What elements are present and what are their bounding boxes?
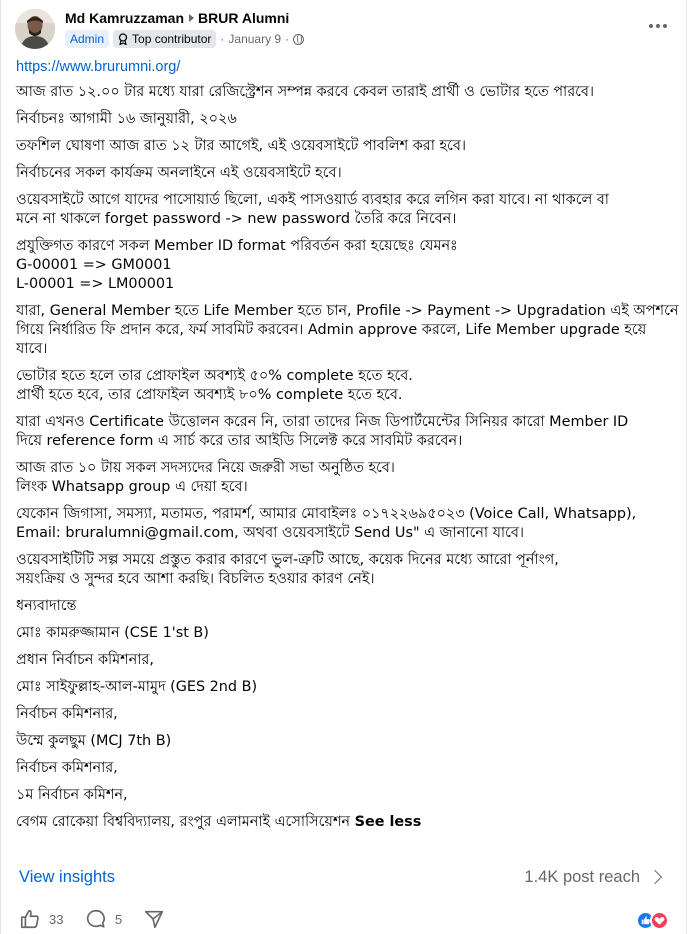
post-text-line: নির্বাচন কমিশনার, [16,760,118,776]
post-text-line: আজ রাত ১২.০০ টার মধ্যে যারা রেজিস্ট্রেশন সম্পন্ন করবে কেবল তারাই প্রার্থী ও ভোটার হতে পারবে। [16,84,595,100]
post-paragraph [16,786,678,805]
post-text-line: নির্বাচনের সকল কার্যক্রম অনলাইনে এই ওয়েবসাইটে হবে। [16,165,342,181]
comment-icon [85,908,107,930]
like-button[interactable] [19,908,63,930]
post-paragraph [16,759,678,778]
post-paragraph [16,367,678,405]
post-text-line: যাবে। [16,341,48,357]
post-text-line: সয়ংক্রিয় ও সুন্দর হবে আশা করছি। বিচলিত হওয়ার কারণ নেই। [16,571,375,587]
post-text-line: মোঃ সাইফুল্লাহ-আল-মামুদ (GES 2nd B) [16,679,258,695]
love-reaction-icon [650,911,669,930]
meta-dot: · [285,32,290,46]
action-bar [1,906,687,934]
top-contributor-label: Top contributor [132,32,212,46]
post-paragraph [16,110,678,129]
post-header [15,9,676,53]
post-reach[interactable]: 1.4K post reach [524,868,640,886]
post-paragraph [16,597,678,616]
post-text-line: মনে না থাকলে forget password -> new password তৈরি করে নিবেন। [16,211,457,227]
post-paragraph [16,413,678,451]
caret-right-icon [189,14,194,22]
post-paragraph [16,237,678,294]
post-paragraph [16,651,678,670]
post-text-line: মোঃ কামরুজ্জামান (CSE 1'st B) [16,625,209,641]
post-paragraph [16,164,678,183]
meta-dot: · [220,32,225,46]
share-icon [143,908,165,930]
post-link[interactable]: https://www.brurumni.org/ [16,59,181,75]
post-text-line: যারা এখনও Certificate উত্তোলন করেন নি, তারা তাদের নিজ ডিপার্টমেন্টের সিনিয়র কারো Member ID [16,414,629,430]
post-text-line: নির্বাচন কমিশনার, [16,706,118,722]
post-paragraph [16,505,678,543]
post-text-line: গিয়ে নির্ধারিত ফি প্রদান করে, ফর্ম সাবমিট করবেন। Admin approve করলে, Life Member upgrade হয়ে [16,322,647,338]
post-paragraph [16,624,678,643]
like-count: 33 [49,911,64,927]
post-text-line: প্রধান নির্বাচন কমিশনার, [16,652,154,668]
reaction-summary[interactable] [636,911,670,931]
post-text-line: উম্মে কুলছুম (MCJ 7th B) [16,733,172,749]
post-text-line: প্রার্থী হতে হবে, তার প্রোফাইল অবশ্যই ৮০% complete হতে হবে. [16,387,403,403]
post-text-line: ১ম নির্বাচন কমিশন, [16,787,128,803]
author-name[interactable]: Md Kamruzzaman [65,10,185,26]
comment-button[interactable] [85,908,122,930]
dot-icon [663,24,667,28]
see-less-link[interactable]: See less [354,814,422,830]
post-text-line: Email: bruralumni@gmail.com, অথবা ওয়েবসাইটে Send Us" এ জানানো যাবে। [16,525,524,541]
post-paragraphs [16,83,678,805]
post-paragraph [16,137,678,156]
post-text-line: তফশিল ঘোষণা আজ রাত ১২ টার আগেই, এই ওয়েবসাইটে পাবলিশ করা হবে। [16,138,466,154]
author-meta [65,30,304,48]
group-name[interactable]: BRUR Alumni [198,10,290,26]
post-paragraph [16,191,678,229]
more-options-button[interactable] [646,16,670,36]
globe-icon [293,34,304,45]
admin-badge: Admin [65,30,109,48]
dot-icon [656,24,660,28]
chevron-right-icon[interactable] [648,870,662,884]
top-contributor-badge [113,30,216,48]
insights-bar [1,862,687,896]
post-paragraph [16,732,678,751]
post-text-line: দিয়ে reference form এ সার্চ করে তার আইডি সিলেক্ট করে সাবমিট করবেন। [16,433,463,449]
author-line [65,10,289,26]
last-line-text: বেগম রোকেয়া বিশ্ববিদ্যালয়, রংপুর এলামনাই এসোসিয়েশন [16,814,350,830]
post-text-line: ওয়েবসাইটিটি সল্প সময়ে প্রস্তুত করার কারণে ভুল-ত্রুটি আছে, কয়েক দিনের মধ্যে আরো পূর্নাংগ, [16,552,559,568]
author-avatar[interactable] [15,9,55,49]
comment-count: 5 [115,911,123,927]
post-text-line: লিংক Whatsapp group এ দেয়া হবে। [16,479,248,495]
post-text-line: যারা, General Member হতে Life Member হতে চান, Profile -> Payment -> Upgradation এই অপশনে [16,303,679,319]
thumbs-up-icon [19,908,41,930]
post-text-line: L-00001 => LM00001 [16,276,175,292]
post-text-line: নির্বাচনঃ আগামী ১৬ জানুয়ারী, ২০২৬ [16,111,237,127]
post-text-line: ওয়েবসাইটে আগে যাদের পাসোয়ার্ড ছিলো, একই পাসওয়ার্ড ব্যবহার করে লগিন করা যাবে। না থাকলে বা [16,192,609,208]
post-paragraph [16,83,678,102]
post-paragraph [16,678,678,697]
share-button[interactable] [143,908,165,930]
post-text-line: যেকোন জিগাসা, সমস্যা, মতামত, পরামর্শ, আমার মোবাইলঃ ০১৭২২৬৯৫০২৩ (Voice Call, Whatsapp), [16,506,637,522]
post-text-line: প্রযুক্তিগত কারণে সকল Member ID format পরিবর্তন করা হয়েছেঃ যেমনঃ [16,238,458,254]
post-text-line: আজ রাত ১০ টায় সকল সদস্যদের নিয়ে জরুরী সভা অনুষ্ঠিত হবে। [16,460,395,476]
post-body [16,58,678,832]
post-text-line: ধন্যবাদান্তে [16,598,77,614]
post-date[interactable]: January 9 [228,32,282,46]
post-last-line [16,813,678,832]
post-time-meta [220,32,304,46]
post-text-line: ভোটার হতে হলে তার প্রোফাইল অবশ্যই ৫০% complete হতে হবে. [16,368,413,384]
view-insights-link[interactable]: View insights [19,868,115,886]
post-paragraph [16,551,678,589]
dot-icon [649,24,653,28]
post-paragraph [16,459,678,497]
post-text-line: G-00001 => GM0001 [16,257,172,273]
post-paragraph [16,705,678,724]
post-paragraph [16,302,678,359]
medal-icon [118,33,128,45]
